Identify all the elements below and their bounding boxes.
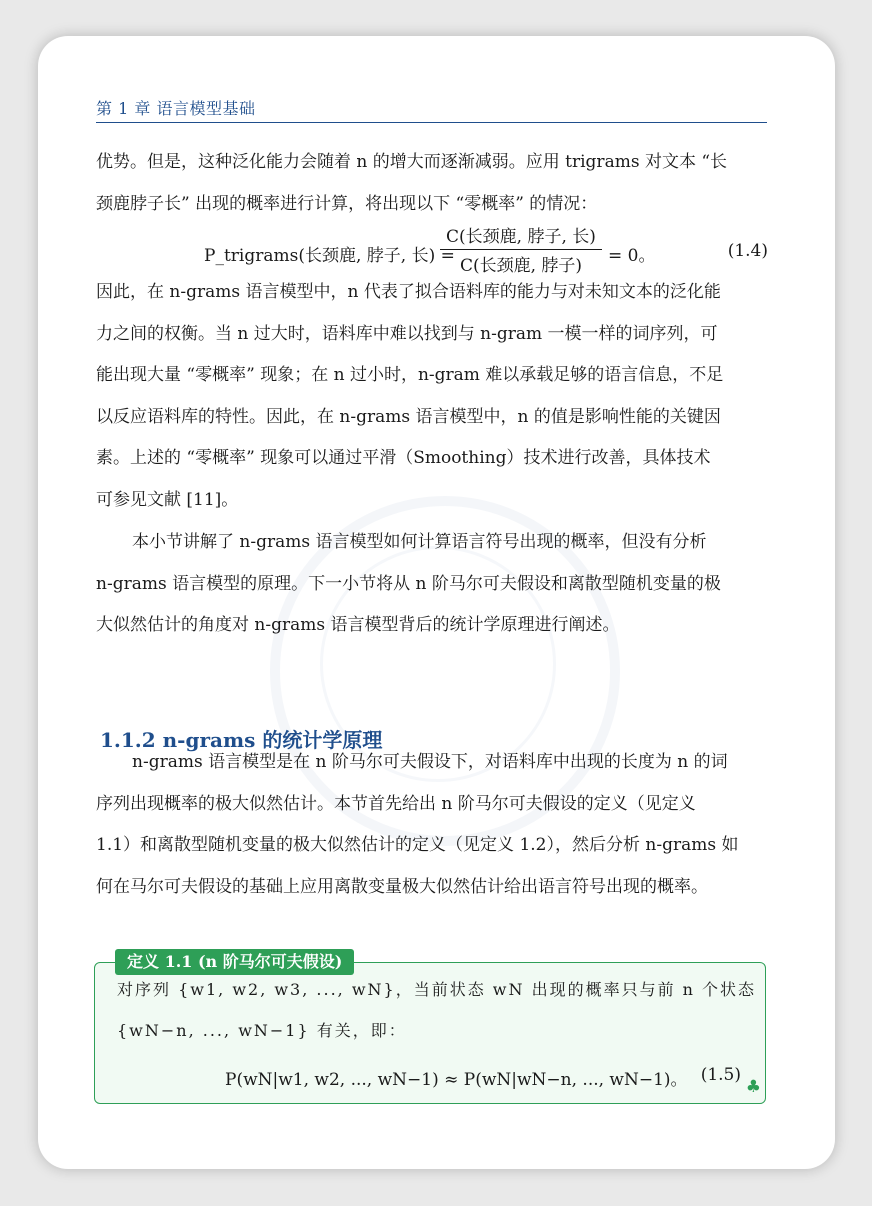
definition-line: 对序列 {w1, w2, w3, ..., wN}，当前状态 wN 出现的概率只与前 n 个状态 xyxy=(117,980,757,999)
equation-1-5: P(wN|w1, w2, ..., wN−1) ≈ P(wN|wN−n, ..., wN−1)。 xyxy=(225,1070,688,1090)
equation-lhs: P_trigrams(长颈鹿, 脖子, 长) = xyxy=(204,246,455,266)
text-line: 能出现大量 “零概率” 现象；在 n 过小时，n-gram 难以承载足够的语言信息，不足 xyxy=(96,365,724,385)
text-line: 以反应语料库的特性。因此，在 n-grams 语言模型中，n 的值是影响性能的关键因 xyxy=(96,406,721,427)
definition-tag: 定义 1.1 (n 阶马尔可夫假设) xyxy=(115,949,354,975)
definition-line: {wN−n, ..., wN−1} 有关，即： xyxy=(117,1021,407,1040)
text-line: n-grams 语言模型是在 n 阶马尔可夫假设下，对语料库中出现的长度为 n 的词 xyxy=(132,752,728,772)
paragraph-4 xyxy=(96,742,768,908)
equation-fraction xyxy=(440,222,602,276)
text-line: 1.1）和离散型随机变量的极大似然估计的定义（见定义 1.2），然后分析 n-grams 如 xyxy=(96,835,739,855)
text-line: 本小节讲解了 n-grams 语言模型如何计算语言符号出现的概率，但没有分析 xyxy=(132,532,707,552)
section-heading: 1.1.2 n-grams 的统计学原理 xyxy=(100,728,383,752)
paragraph-3 xyxy=(96,522,768,647)
fraction-denominator: C(长颈鹿, 脖子) xyxy=(459,256,583,276)
text-line: 序列出现概率的极大似然估计。本节首先给出 n 阶马尔可夫假设的定义（见定义 xyxy=(96,793,696,814)
paragraph-2 xyxy=(96,272,768,521)
text-line: 颈鹿脖子长” 出现的概率进行计算，将出现以下 “零概率” 的情况： xyxy=(96,193,598,214)
text-line: 可参见文献 [11]。 xyxy=(96,489,239,510)
definition-body xyxy=(117,975,757,1057)
text-line: 力之间的权衡。当 n 过大时，语料库中难以找到与 n-gram 一模一样的词序列，可 xyxy=(96,323,718,344)
text-line: 何在马尔可夫假设的基础上应用离散变量极大似然估计给出语言符号出现的概率。 xyxy=(96,876,708,897)
text-line: 大似然估计的角度对 n-grams 语言模型背后的统计学原理进行阐述。 xyxy=(96,615,620,635)
paragraph-1 xyxy=(96,142,768,225)
club-icon: ♣ xyxy=(745,1077,761,1097)
equation-number: (1.5) xyxy=(700,1065,741,1085)
text-line: n-grams 语言模型的原理。下一小节将从 n 阶马尔可夫假设和离散型随机变量的极 xyxy=(96,573,721,594)
equation-rhs: = 0。 xyxy=(608,246,656,266)
fraction-numerator: C(长颈鹿, 脖子, 长) xyxy=(440,222,602,250)
text-line: 素。上述的 “零概率” 现象可以通过平滑（Smoothing）技术进行改善，具体技术 xyxy=(96,448,711,468)
definition-box xyxy=(94,952,766,1104)
document-page xyxy=(38,36,835,1169)
equation-number: (1.4) xyxy=(727,241,768,261)
text-line: 因此，在 n-grams 语言模型中，n 代表了拟合语料库的能力与对未知文本的泛化能 xyxy=(96,282,721,302)
running-head: 第 1 章 语言模型基础 xyxy=(96,96,767,123)
text-line: 优势。但是，这种泛化能力会随着 n 的增大而逐渐减弱。应用 trigrams 对文本 “长 xyxy=(96,152,728,172)
